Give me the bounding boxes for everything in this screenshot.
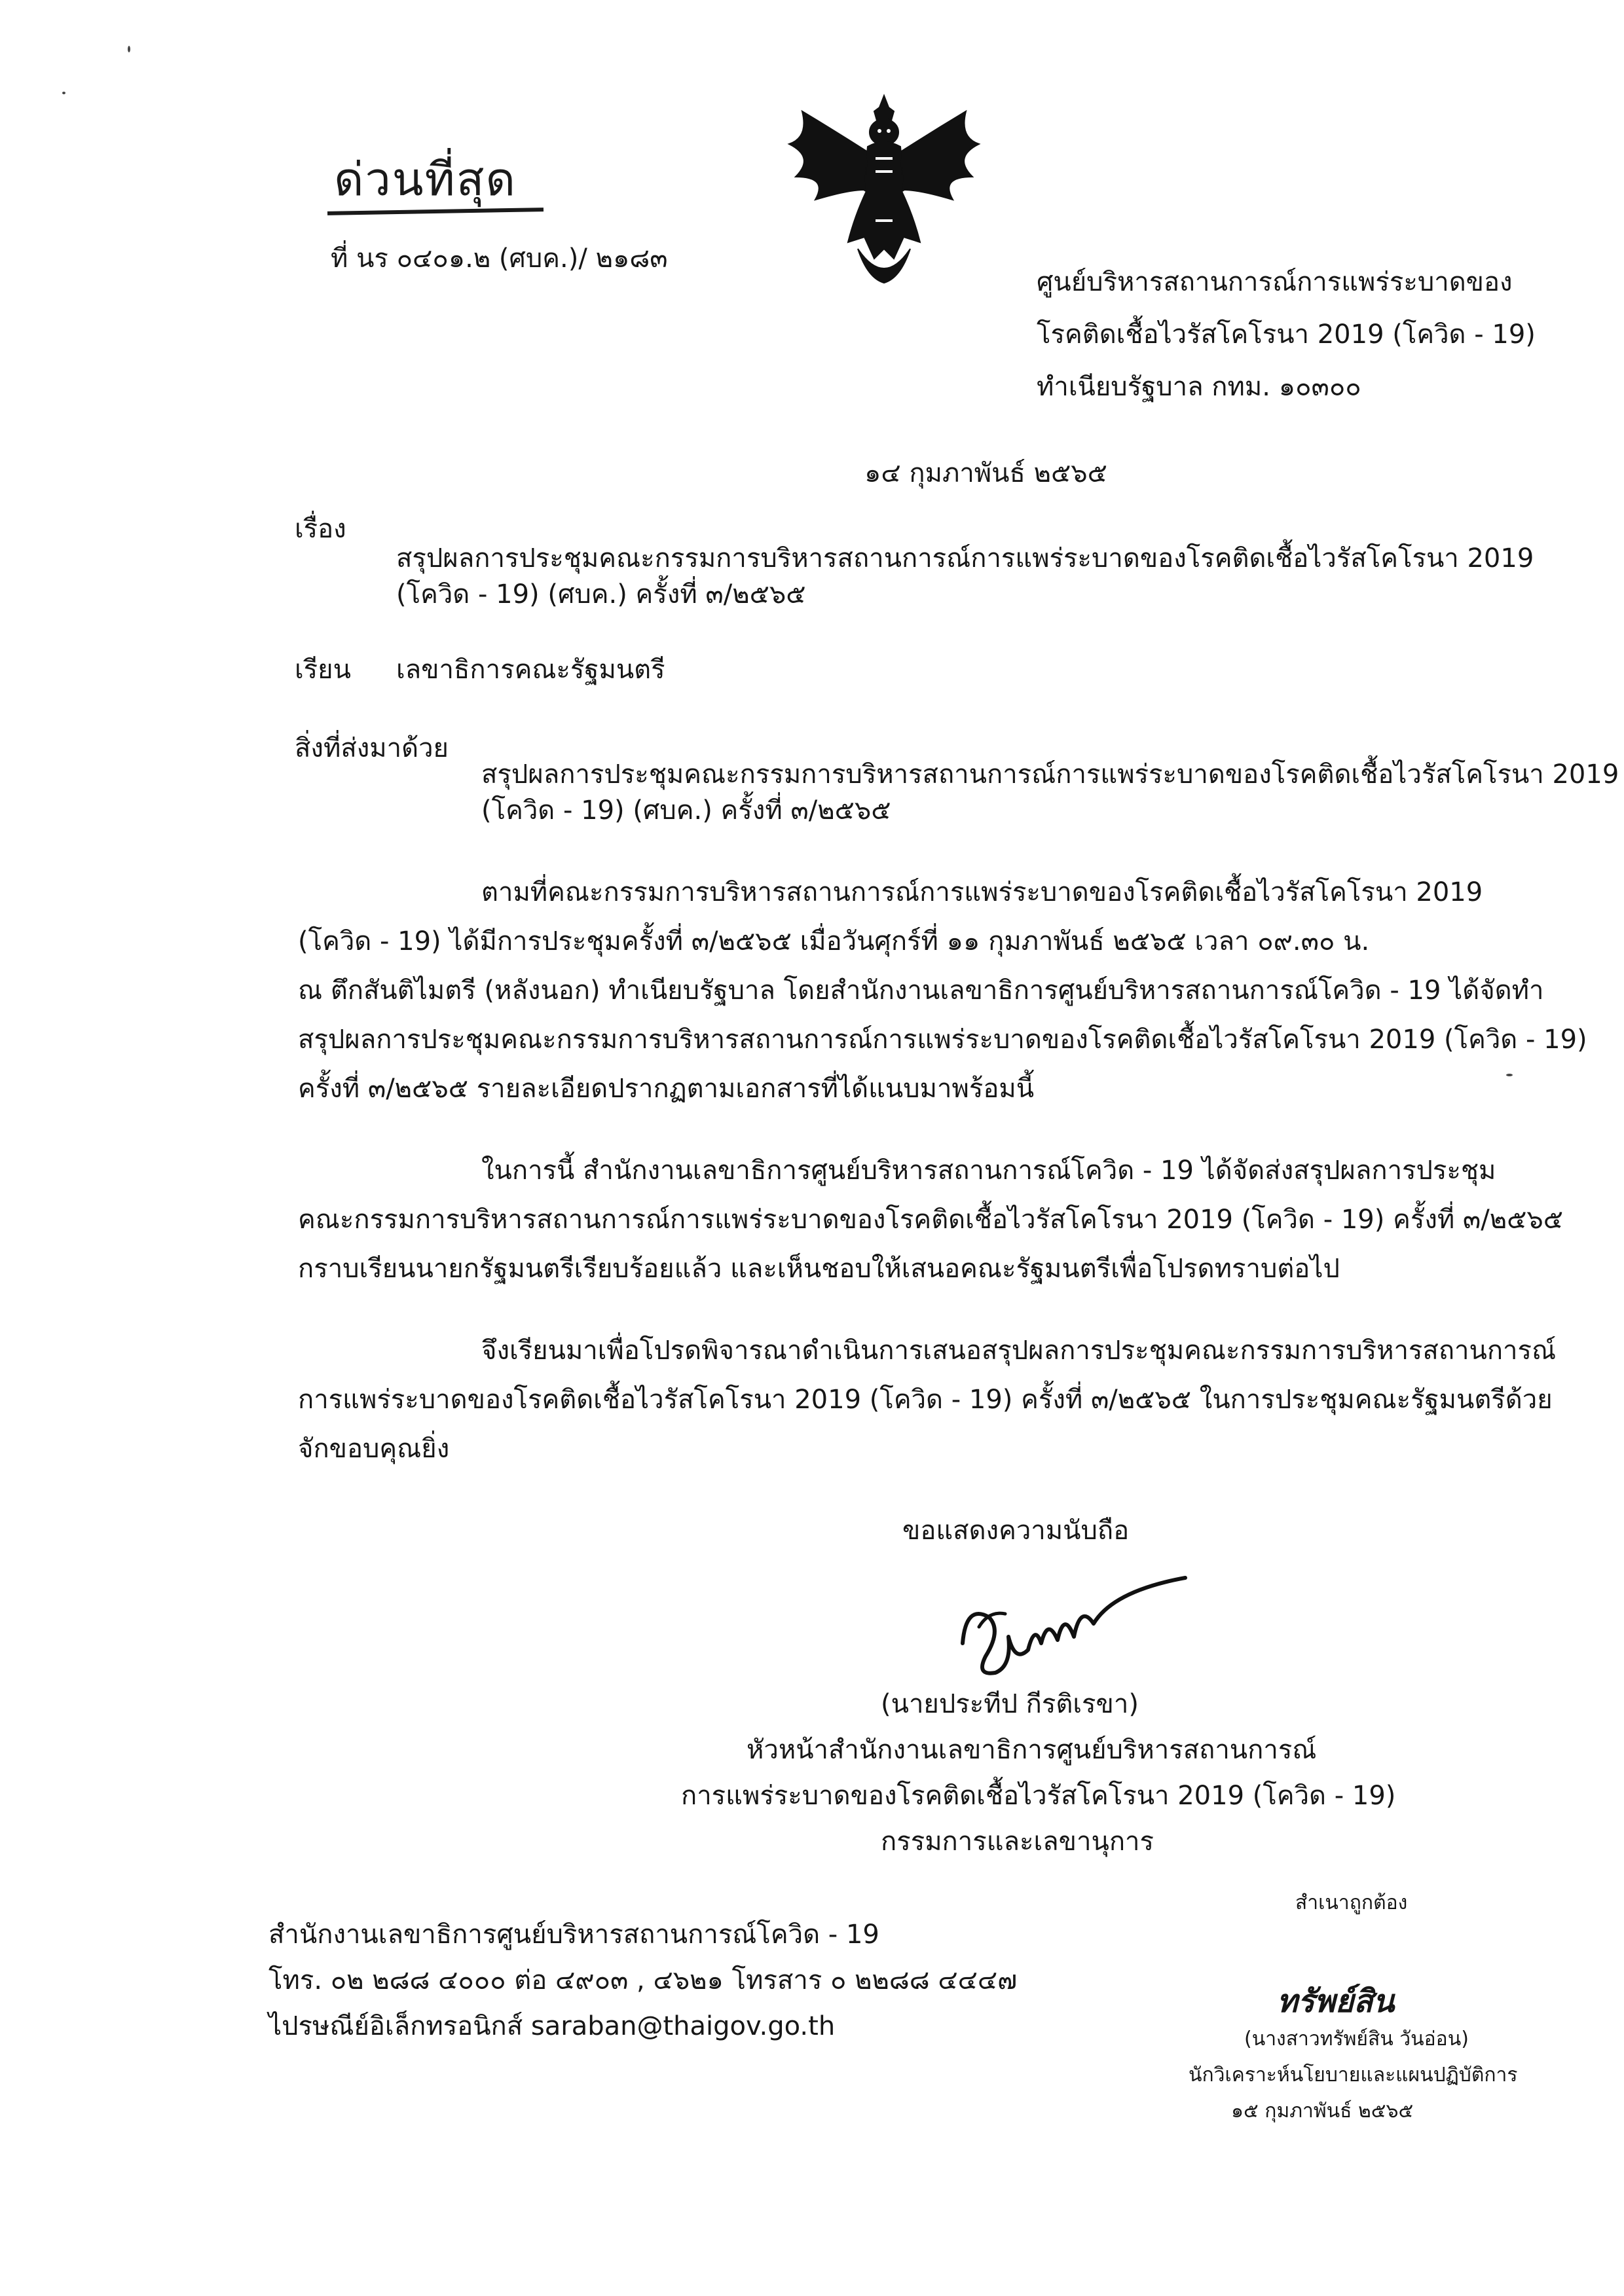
certified-copy-label: สำเนาถูกต้อง <box>1295 1891 1408 1914</box>
reference-number: ที่ นร ๐๔๐๑.๒ (ศบค.)/ ๒๑๘๓ <box>331 244 668 274</box>
scan-speck <box>62 92 65 94</box>
closing-regards: ขอแสดงความนับถือ <box>902 1516 1130 1546</box>
body-p2-line-2: คณะกรรมการบริหารสถานการณ์การแพร่ระบาดของโรคติดเชื้อไวรัสโคโรนา 2019 (โควิด - 19) ครั้งที่ ๓/๒๕๖๕ <box>298 1205 1564 1235</box>
signatory-title-line-2: การแพร่ระบาดของโรคติดเชื้อไวรัสโคโรนา 2019 (โควิด - 19) <box>681 1781 1396 1811</box>
enclosure-label: สิ่งที่ส่งมาด้วย <box>295 733 449 763</box>
footer-email: ไปรษณีย์อิเล็กทรอนิกส์ saraban@thaigov.go.th <box>268 2011 836 2041</box>
certifier-position: นักวิเคราะห์นโยบายและแผนปฏิบัติการ <box>1189 2064 1518 2086</box>
certifier-name: (นางสาวทรัพย์สิน วันอ่อน) <box>1244 2028 1469 2050</box>
body-p1-line-2: (โควิด - 19) ได้มีการประชุมครั้งที่ ๓/๒๕๖๕ เมื่อวันศุกร์ที่ ๑๑ กุมภาพันธ์ ๒๕๖๕ เวลา ๐๙.๓๐ น. <box>298 926 1370 957</box>
body-p1-line-5: ครั้งที่ ๓/๒๕๖๕ รายละเอียดปรากฏตามเอกสารที่ได้แนบมาพร้อมนี้ <box>298 1074 1035 1104</box>
body-p1-line-1: ตามที่คณะกรรมการบริหารสถานการณ์การแพร่ระบาดของโรคติดเชื้อไวรัสโคโรนา 2019 <box>481 877 1483 907</box>
subject-line-2: (โควิด - 19) (ศบค.) ครั้งที่ ๓/๒๕๖๕ <box>396 579 806 610</box>
org-address-line-3: ทำเนียบรัฐบาล กทม. ๑๐๓๐๐ <box>1037 372 1361 402</box>
body-p2-line-1: ในการนี้ สำนักงานเลขาธิการศูนย์บริหารสถานการณ์โควิด - 19 ได้จัดส่งสรุปผลการประชุม <box>481 1156 1496 1186</box>
body-p3-line-3: จักขอบคุณยิ่ง <box>298 1434 450 1464</box>
document-date: ๑๔ กุมภาพันธ์ ๒๕๖๕ <box>864 458 1107 488</box>
body-p2-line-3: กราบเรียนนายกรัฐมนตรีเรียบร้อยแล้ว และเห็นชอบให้เสนอคณะรัฐมนตรีเพื่อโปรดทราบต่อไป <box>298 1254 1340 1284</box>
certification-date: ๑๕ กุมภาพันธ์ ๒๕๖๕ <box>1231 2100 1414 2123</box>
footer-phone: โทร. ๐๒ ๒๘๘ ๔๐๐๐ ต่อ ๔๙๐๓ , ๔๖๒๑ โทรสาร ๐ ๒๒๘๘ ๔๔๔๗ <box>268 1965 1018 1995</box>
enclosure-line-1: สรุปผลการประชุมคณะกรรมการบริหารสถานการณ์การแพร่ระบาดของโรคติดเชื้อไวรัสโคโรนา 2019 <box>481 759 1619 790</box>
garuda-emblem <box>776 92 992 288</box>
org-address-line-2: โรคติดเชื้อไวรัสโคโรนา 2019 (โควิด - 19) <box>1037 319 1536 350</box>
scan-speck <box>1506 1074 1513 1076</box>
subject-label: เรื่อง <box>295 514 346 544</box>
body-p3-line-1: จึงเรียนมาเพื่อโปรดพิจารณาดำเนินการเสนอสรุปผลการประชุมคณะกรรมการบริหารสถานการณ์ <box>481 1336 1557 1366</box>
signatory-title-line-3: กรรมการและเลขานุการ <box>881 1827 1154 1857</box>
org-address-line-1: ศูนย์บริหารสถานการณ์การแพร่ระบาดของ <box>1037 267 1513 297</box>
urgent-stamp: ด่วนที่สุด <box>334 153 517 206</box>
body-p1-line-3: ณ ตึกสันติไมตรี (หลังนอก) ทำเนียบรัฐบาล โดยสำนักงานเลขาธิการศูนย์บริหารสถานการณ์โควิด - 19 ได้จัดทำ <box>298 975 1544 1006</box>
certifier-signature: ทรัพย์สิน <box>1277 1983 1395 2020</box>
subject-line-1: สรุปผลการประชุมคณะกรรมการบริหารสถานการณ์การแพร่ระบาดของโรคติดเชื้อไวรัสโคโรนา 2019 <box>396 543 1534 574</box>
scan-speck <box>128 46 130 52</box>
to-value: เลขาธิการคณะรัฐมนตรี <box>396 655 665 685</box>
body-p3-line-2: การแพร่ระบาดของโรคติดเชื้อไวรัสโคโรนา 2019 (โควิด - 19) ครั้งที่ ๓/๒๕๖๕ ในการประชุมคณะรัฐมนตรีด้วย <box>298 1385 1553 1415</box>
signatory-title-line-1: หัวหน้าสำนักงานเลขาธิการศูนย์บริหารสถานการณ์ <box>747 1735 1317 1765</box>
enclosure-line-2: (โควิด - 19) (ศบค.) ครั้งที่ ๓/๒๕๖๕ <box>481 795 891 826</box>
body-p1-line-4: สรุปผลการประชุมคณะกรรมการบริหารสถานการณ์การแพร่ระบาดของโรคติดเชื้อไวรัสโคโรนา 2019 (โควิด - 19) <box>298 1025 1587 1055</box>
to-label: เรียน <box>295 655 351 685</box>
signature <box>950 1565 1198 1689</box>
footer-office: สำนักงานเลขาธิการศูนย์บริหารสถานการณ์โควิด - 19 <box>268 1920 879 1950</box>
signatory-name: (นายประทีป กีรติเรขา) <box>881 1689 1139 1719</box>
